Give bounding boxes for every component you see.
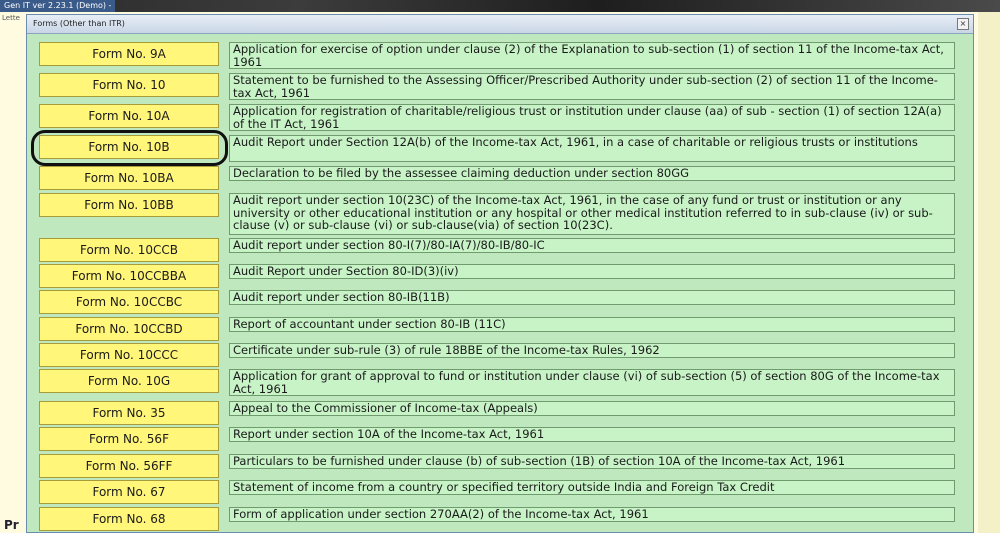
form-description: Application for registration of charitable/religious trust or institution under clause (aa) of sub - section (1) of section 12A(a) of the IT Act, 1961 — [229, 104, 955, 131]
form-button-10ccc[interactable]: Form No. 10CCC — [39, 343, 219, 367]
forms-dialog — [26, 14, 974, 533]
form-button-10ccbd[interactable]: Form No. 10CCBD — [39, 317, 219, 341]
form-description: Application for exercise of option under clause (2) of the Explanation to sub-section (1) of section 11 of the Income-tax Act, 1961 — [229, 42, 955, 69]
form-button-68[interactable]: Form No. 68 — [39, 507, 219, 531]
form-description: Audit report under section 80-IB(11B) — [229, 290, 955, 305]
form-button-10ccb[interactable]: Form No. 10CCB — [39, 238, 219, 262]
form-description: Form of application under section 270AA(2) of the Income-tax Act, 1961 — [229, 507, 955, 522]
form-description: Statement of income from a country or specified territory outside India and Foreign Tax Credit — [229, 480, 955, 495]
background-label-bottom: Pr — [4, 518, 19, 532]
form-description: Audit report under section 10(23C) of the Income-tax Act, 1961, in the case of any fund or trust or institution or any university or other educational institution or any hospital or other medical institution referred to in sub-clause (iv) or sub-clause (v) or sub-clause (vi) or sub-clause(via) of section 10(23C). — [229, 193, 955, 235]
form-description: Audit Report under Section 80-ID(3)(iv) — [229, 264, 955, 279]
form-description: Statement to be furnished to the Assessing Officer/Prescribed Authority under sub-section (2) of section 11 of the Income-tax Act, 1961 — [229, 73, 955, 100]
form-button-35[interactable]: Form No. 35 — [39, 401, 219, 425]
form-description: Application for grant of approval to fund or institution under clause (vi) of sub-section (5) of section 80G of the Income-tax Act, 1961 — [229, 369, 955, 396]
form-button-9a[interactable]: Form No. 9A — [39, 42, 219, 66]
form-description: Certificate under sub-rule (3) of rule 18BBE of the Income-tax Rules, 1962 — [229, 343, 955, 358]
form-description: Appeal to the Commissioner of Income-tax (Appeals) — [229, 401, 955, 416]
form-description: Report under section 10A of the Income-tax Act, 1961 — [229, 427, 955, 442]
form-description: Audit report under section 80-I(7)/80-IA(7)/80-IB/80-IC — [229, 238, 955, 253]
background-strip — [978, 12, 1000, 533]
form-description: Report of accountant under section 80-IB (11C) — [229, 317, 955, 332]
form-button-10a[interactable]: Form No. 10A — [39, 104, 219, 128]
form-button-56ff[interactable]: Form No. 56FF — [39, 454, 219, 478]
form-description: Declaration to be filed by the assessee claiming deduction under section 80GG — [229, 166, 955, 181]
form-description: Particulars to be furnished under clause (b) of sub-section (1B) of section 10A of the Income-tax Act, 1961 — [229, 454, 955, 469]
form-description: Audit Report under Section 12A(b) of the Income-tax Act, 1961, in a case of charitable or religious trusts or institutions — [229, 135, 955, 162]
form-button-10bb[interactable]: Form No. 10BB — [39, 193, 219, 217]
dialog-title-bar — [27, 15, 973, 34]
form-button-67[interactable]: Form No. 67 — [39, 480, 219, 504]
form-button-56f[interactable]: Form No. 56F — [39, 427, 219, 451]
background-label: Lette — [2, 14, 20, 22]
host-title-bar — [0, 0, 1000, 12]
form-button-10ccbc[interactable]: Form No. 10CCBC — [39, 290, 219, 314]
app-title: Gen IT ver 2.23.1 (Demo) - — [0, 0, 115, 12]
dialog-title: Forms (Other than ITR) — [33, 19, 125, 28]
form-button-10[interactable]: Form No. 10 — [39, 73, 219, 97]
form-button-10ba[interactable]: Form No. 10BA — [39, 166, 219, 190]
form-button-10ccbba[interactable]: Form No. 10CCBBA — [39, 264, 219, 288]
close-icon[interactable]: × — [957, 18, 969, 30]
form-button-10g[interactable]: Form No. 10G — [39, 369, 219, 393]
form-button-10b[interactable]: Form No. 10B — [39, 135, 219, 159]
